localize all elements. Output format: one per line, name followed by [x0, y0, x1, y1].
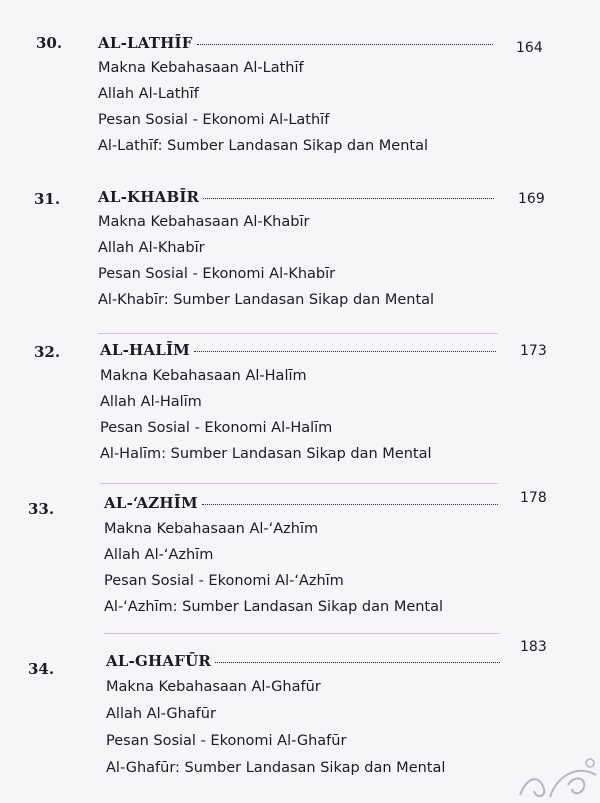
floral-ornament-icon [510, 745, 600, 803]
subsection: Allah Al-Khabīr [98, 240, 205, 256]
subsection: Allah Al-Ghafūr [106, 706, 216, 722]
entry-heading[interactable] [104, 494, 498, 512]
subsection: Makna Kebahasaan Al-‘Azhīm [104, 521, 319, 537]
dot-leader [197, 44, 493, 45]
entry-heading[interactable] [98, 188, 494, 206]
section-divider [98, 333, 498, 334]
entry-heading[interactable] [106, 652, 500, 670]
dot-leader [194, 351, 496, 352]
subsection: Al-Ghafūr: Sumber Landasan Sikap dan Mental [106, 760, 446, 776]
page-number: 164 [516, 40, 543, 56]
subsection: Al-Lathīf: Sumber Landasan Sikap dan Mental [98, 138, 429, 154]
entry-heading[interactable] [100, 341, 496, 359]
subsection: Al-Halīm: Sumber Landasan Sikap dan Mental [100, 446, 432, 462]
page-number: 173 [520, 343, 547, 359]
entry-title: AL-HALĪM [100, 341, 190, 359]
entry-number: 30. [36, 34, 63, 52]
subsection: Pesan Sosial - Ekonomi Al-Khabīr [98, 266, 336, 282]
subsection: Makna Kebahasaan Al-Halīm [100, 368, 307, 384]
entry-title: AL-KHABĪR [98, 188, 200, 206]
subsection: Pesan Sosial - Ekonomi Al-Ghafūr [106, 733, 347, 749]
entry-title: AL-‘AZHĪM [104, 494, 198, 512]
entry-number: 31. [34, 190, 61, 208]
subsection: Makna Kebahasaan Al-Lathīf [98, 60, 304, 76]
subsection: Al-Khabīr: Sumber Landasan Sikap dan Mental [98, 292, 435, 308]
page-number: 178 [520, 490, 547, 506]
subsection: Pesan Sosial - Ekonomi Al-Halīm [100, 420, 333, 436]
entry-heading[interactable] [98, 34, 493, 52]
subsection: Pesan Sosial - Ekonomi Al-Lathīf [98, 112, 330, 128]
page-number: 169 [518, 191, 545, 207]
entry-title: AL-GHAFŪR [106, 652, 212, 670]
dot-leader [202, 504, 498, 505]
dot-leader [215, 662, 500, 663]
subsection: Makna Kebahasaan Al-Ghafūr [106, 679, 321, 695]
subsection: Allah Al-‘Azhīm [104, 547, 214, 563]
entry-number: 32. [34, 343, 61, 361]
entry-number: 33. [28, 500, 55, 518]
subsection: Allah Al-Halīm [100, 394, 202, 410]
dot-leader [203, 198, 494, 199]
subsection: Pesan Sosial - Ekonomi Al-‘Azhīm [104, 573, 344, 589]
subsection: Al-‘Azhīm: Sumber Landasan Sikap dan Mental [104, 599, 444, 615]
entry-title: AL-LATHĪF [98, 34, 193, 52]
section-divider [104, 633, 500, 634]
entry-number: 34. [28, 660, 55, 678]
page-number: 183 [520, 639, 547, 655]
subsection: Makna Kebahasaan Al-Khabīr [98, 214, 310, 230]
section-divider [100, 483, 498, 484]
subsection: Allah Al-Lathīf [98, 86, 199, 102]
